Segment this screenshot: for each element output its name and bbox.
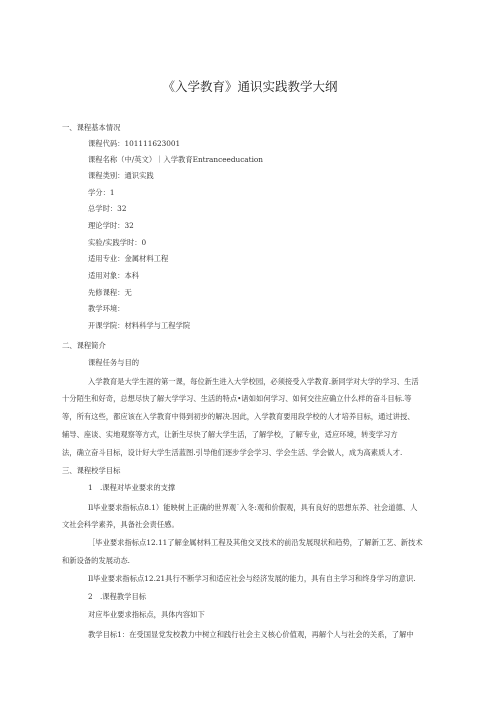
intro-paragraph-line: 十分陌生和好奇，总想尽快了解大学学习、生活的特点•诸如如何学习、如何交往应确立什么样的奋斗目标.等 [62, 394, 412, 403]
field-major: 适用专业：金属材料工程 [88, 254, 169, 263]
requirement-8-1-line: 文社会科学素养，具备社会责任感。 [62, 520, 179, 529]
requirement-12-2-line: Il毕业要求指标点12.21具行不断学习和适应社会与经济发展的能力，具有自主学习和终身学习的意识. [88, 574, 416, 583]
page-title: 《入学教育》通识实践教学大纲 [162, 79, 338, 94]
requirement-8-1-line: Il毕业要求指标点8.1）能映树上正确的世界观˙入冬:观和价假观，具有良好的思想东养、社会道德、人 [88, 503, 418, 512]
section-heading-intro: 二、课程简介 [62, 341, 106, 350]
subheading-teaching-goals: 2 .课程教学目标 [88, 592, 147, 601]
field-total-hours: 总学时：32 [88, 204, 127, 213]
subheading-task-purpose: 课程任务与目的 [88, 358, 140, 367]
field-course-name: 课程名称（中/英文）｜入学教育Entranceeducation [88, 155, 263, 164]
field-credits: 学分：1 [88, 188, 115, 197]
section-heading-goals: 三、课程校学目标 [62, 466, 121, 475]
section-heading-basic-info: 一、课程基本情况 [62, 123, 121, 132]
requirement-12-1-line: ［毕业要求指标点12.11了解金属材料工程及其他交叉技术的前沿发展现状和趋势，了解新工艺、新技术 [88, 538, 423, 547]
intro-paragraph-line: 入学教育是大学生涯的第一课，每位新生进入大学校园，必须接受入学教育.新同学对大学的学习、生活 [88, 377, 419, 386]
field-course-category: 课程类别：通识实践 [88, 171, 154, 180]
field-audience: 适用对象：本科 [88, 271, 140, 280]
intro-paragraph-line: 辅导、座谈、实地观察等方式，让新生尽快了解大学生活，了解学校，了解专业，适应环境，转变学习方 [62, 430, 398, 439]
teaching-goal-1: 教学目标1：在受国显党发校教力中树立和践行社会主义核心价值观，再解个人与社会的关系，了解中 [88, 630, 414, 639]
goals-intro: 对应毕业要求指标点，具体内容如下 [88, 610, 205, 619]
requirement-12-1-line: 和新设备的发展动态. [62, 556, 130, 565]
field-environment: 教学环境： [88, 304, 125, 313]
intro-paragraph-line: 等，所有这些，都应该在入学教育中得到初步的解决.因此，入学教育要用段学校的人才培养目标，通过讲授、 [62, 412, 415, 421]
field-practice-hours: 实验/实践学时：0 [88, 238, 147, 247]
field-prerequisites: 先修课程：无 [88, 288, 132, 297]
field-theory-hours: 理论学时：32 [88, 221, 134, 230]
subheading-requirement-support: 1 .课程对毕业要求的支撑 [88, 483, 176, 492]
field-college: 开课学院：材料科学与工程学院 [88, 321, 191, 330]
field-course-code: 课程代码：101111623001 [88, 139, 181, 148]
intro-paragraph-line: 法，确立奋斗目标，设计好大学生活蓝图.引导他们逐步学会学习、学会生活、学会做人，成为高素质人才. [62, 448, 403, 457]
